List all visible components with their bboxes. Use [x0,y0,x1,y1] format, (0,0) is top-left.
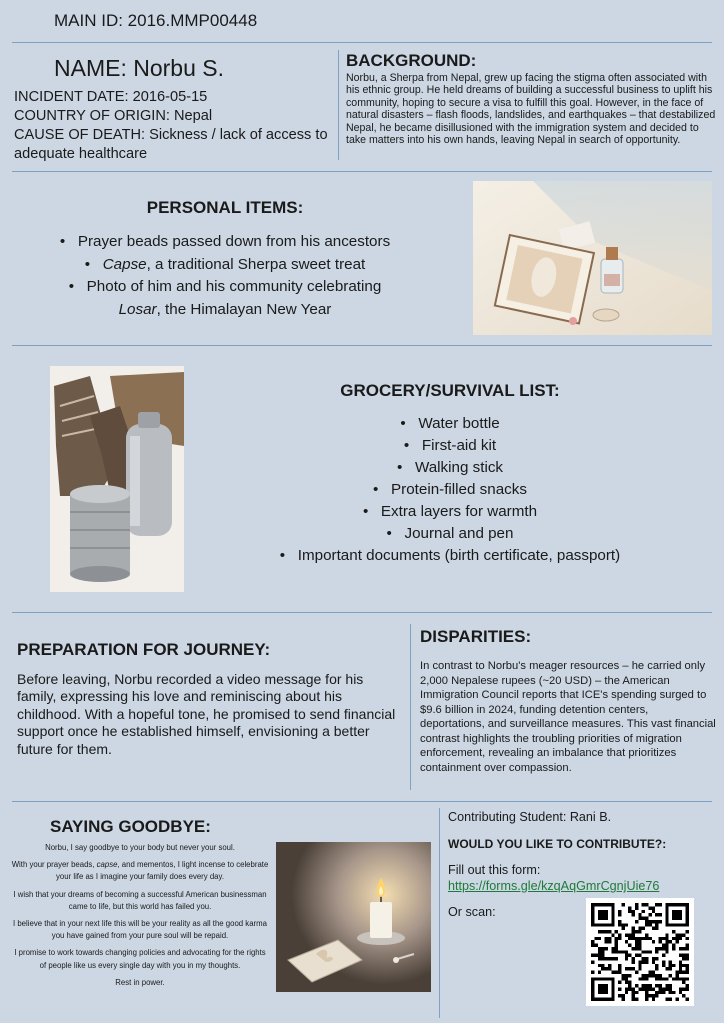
list-item: • Protein-filled snacks [230,479,670,501]
background-title: BACKGROUND: [346,51,477,70]
vertical-divider [338,50,339,160]
divider [12,171,712,172]
vertical-divider [439,808,440,1018]
disparities-title: DISPARITIES: [420,627,532,646]
divider [12,42,712,43]
list-item: • Extra layers for warmth [230,501,670,523]
list-item: • Prayer beads passed down from his ancestors [20,231,430,254]
list-item: • Water bottle [230,413,670,435]
scan-prompt: Or scan: [448,905,496,919]
list-item: • Capse, a traditional Sherpa sweet treat [20,254,430,277]
list-item: • Photo of him and his community celebrating Losar, the Himalayan New Year [20,276,430,321]
form-prompt: Fill out this form: [448,863,541,877]
preparation-title: PREPARATION FOR JOURNEY: [17,640,271,659]
goodbye-letter [10,842,270,994]
personal-items-image [473,181,712,335]
background-text: Norbu, a Sherpa from Nepal, grew up facing the stigma often associated with his ethnic group. He held dreams of building a successful business to uplift his community, hoping to secure a visa to fulfill this goal. However, in the face of natural disasters – flash floods, landslides, and earthquakes – that destabilized Nepal, he became disillusioned with the immigration system and decided to take matters into his own hands, leaving Nepal in search of opportunity. [346,72,716,147]
list-item: • Journal and pen [230,523,670,545]
disparities-text: In contrast to Norbu's meager resources – he carried only 2,000 Nepalese rupees (~20 USD) – the American Immigration Council reports that ICE's spending surged to $9.6 billion in 2024, funding detention centers, deportations, and surveillance measures. This vast financial contrast highlights the troubling priorities of migration enforcement, revealing an imbalance that prioritizes containment over compassion. [420,660,716,774]
divider [12,345,712,346]
personal-items-list [20,231,430,321]
main-id: MAIN ID: 2016.MMP00448 [54,11,258,30]
divider [12,801,712,802]
vertical-divider [410,624,411,790]
candle-image [276,842,431,992]
grocery-list-title: GROCERY/SURVIVAL LIST: [340,381,560,400]
person-name: NAME: Norbu S. [54,55,224,81]
supplies-image [50,366,184,592]
letter-paragraph: With your prayer beads, capse, and mementos, I light incense to celebrate your life as I imagine your family does every day. [11,860,269,882]
country-of-origin: COUNTRY OF ORIGIN: Nepal [14,108,213,124]
list-item: • Walking stick [230,457,670,479]
divider [12,612,712,613]
letter-paragraph: Rest in power. [115,977,165,987]
qr-code[interactable] [586,898,694,1006]
letter-paragraph: I believe that in your next life this will be your reality as all the good karma you have gained from your pure soul will be repaid. [13,919,267,941]
letter-paragraph: I promise to work towards changing policies and advocating for the rights of people like us every single day with you in my thoughts. [14,948,266,970]
saying-goodbye-title: SAYING GOODBYE: [50,817,211,836]
preparation-text: Before leaving, Norbu recorded a video message for his family, expressing his love and reminiscing about his childhood. With a hopeful tone, he promised to send financial support once he established himself, envisioning a better future for them. [17,671,396,757]
incident-details [14,88,334,164]
contribute-question: WOULD YOU LIKE TO CONTRIBUTE?: [448,837,667,851]
cause-of-death: CAUSE OF DEATH: Sickness / lack of access to adequate healthcare [14,127,328,162]
qr-code-graphic [591,903,689,1001]
form-link[interactable]: https://forms.gle/kzqAqGmrCgnjUie76 [448,879,660,893]
personal-items-title: PERSONAL ITEMS: [146,198,304,217]
incident-date: INCIDENT DATE: 2016-05-15 [14,89,208,105]
grocery-list [230,413,670,567]
letter-paragraph: Norbu, I say goodbye to your body but never your soul. [45,843,235,852]
list-item: • First-aid kit [230,435,670,457]
list-item: • Important documents (birth certificate, passport) [230,545,670,567]
contributing-student: Contributing Student: Rani B. [448,810,612,824]
letter-paragraph: I wish that your dreams of becoming a successful American businessman came to life, but this world has failed you. [13,889,267,911]
